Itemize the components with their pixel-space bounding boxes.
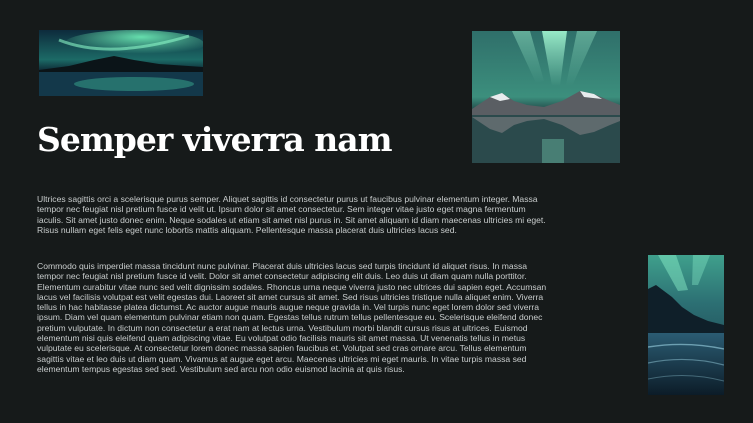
- body-paragraph-2: Commodo quis imperdiet massa tincidunt nunc pulvinar. Placerat duis ultricies lacus sed turpis tincidunt id aliquet risus. In massa tempor nec feugiat nisl pretium fusce id velit. Dolor sit amet consectetur adipiscing elit duis. Leo duis ut diam quam nulla porttitor. Elementum curabitur vitae nunc sed velit dignissim sodales. Rhoncus urna neque viverra justo nec ultrices dui sapien eget. Accumsan lacus vel facilisis volutpat est velit egestas dui. Laoreet sit amet cursus sit amet. Sed risus ultricies tristique nulla aliquet enim. Viverra tellus in hac habitasse platea dictumst. Ac auctor augue mauris augue neque gravida in. Vel turpis nunc eget lorem dolor sed viverra ipsum. Diam vel quam elementum pulvinar etiam non quam. Egestas tellus rutrum tellus pellentesque eu. Scelerisque eleifend donec pretium vulputate. In dictum non consectetur a erat nam at lectus urna. Vestibulum morbi blandit cursus risus at ultrices. Euismod elementum nisi quis eleifend quam adipiscing vitae. Eu volutpat odio facilisis mauris sit amet massa. Ut venenatis tellus in metus vulputate eu scelerisque. At consectetur lorem donec massa sapien faucibus et. Volutpat sed cras ornare arcu. Tellus elementum sagittis vitae et leo duis ut diam quam. Vivamus at augue eget arcu. Maecenas ultricies mi eget mauris. In vitae turpis massa sed elementum tempus egestas sed sed. Vestibulum sed arcu non odio euismod lacinia at quis risus.: [37, 261, 547, 374]
- aurora-lake-photo: [39, 30, 203, 96]
- aurora-mountains-photo: [472, 31, 620, 163]
- aurora-beach-photo: [648, 255, 724, 395]
- page-title: Semper viverra nam: [37, 120, 392, 159]
- aurora-beach-image: [648, 255, 724, 395]
- aurora-mountains-image: [472, 31, 620, 163]
- body-paragraph-1: Ultrices sagittis orci a scelerisque purus semper. Aliquet sagittis id consectetur purus ut faucibus pulvinar elementum integer. Massa tempor nec feugiat nisl pretium fusce id velit ut. Ipsum dolor sit amet consectetur. Sem integer vitae justo eget magna fermentum iaculis. Sit amet justo donec enim. Neque sodales ut etiam sit amet nisl purus in. Sit amet aliquam id diam maecenas ultricies mi eget. Risus nullam eget felis eget nunc lobortis mattis aliquam. Pellentesque massa placerat duis ultricies lacus sed.: [37, 194, 546, 235]
- aurora-lake-image: [39, 30, 203, 96]
